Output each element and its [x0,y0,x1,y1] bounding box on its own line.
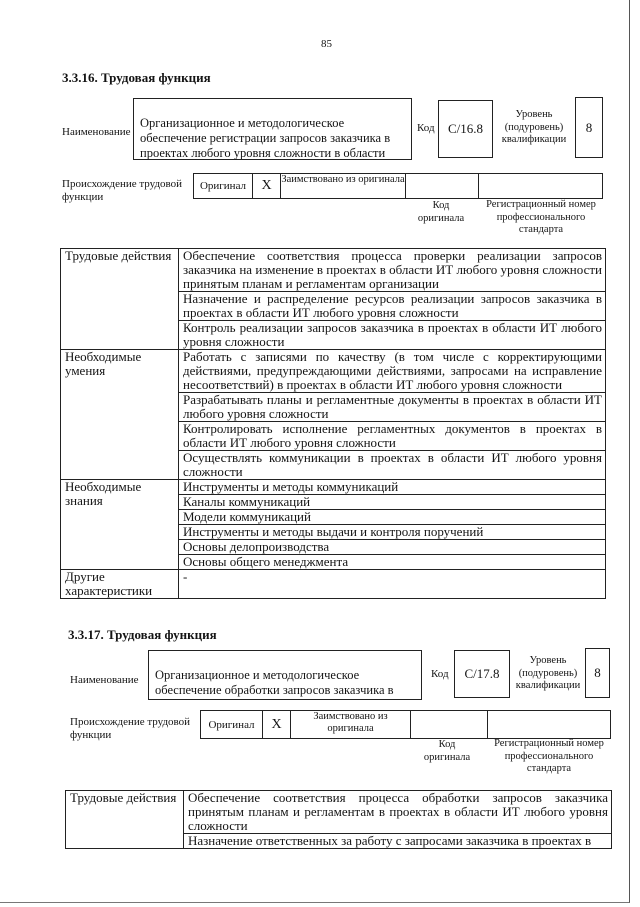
table-row [66,791,612,834]
table-row [61,249,606,292]
origin-label: Происхождение трудовой функции [62,178,183,203]
function-table [65,790,612,849]
section-heading: 3.3.17. Трудовая функция [68,627,217,642]
level-box [575,97,603,158]
origin-label: Происхождение трудовой функции [70,716,191,741]
reg-number-cell [479,174,603,199]
level-box [585,648,610,698]
original-cell: Оригинал [201,711,263,739]
table-cell: Назначение и распределение ресурсов реализации запросов заказчика в проектах в области ИТ любого уровня сложности [179,292,606,321]
level-value: 8 [594,665,601,680]
row-group-label: Другие характеристики [61,570,179,599]
origin-row [194,174,603,199]
origin-table [200,710,611,739]
original-code-caption: Код оригинала [423,739,471,763]
table-row [61,570,606,599]
function-name-box [148,650,422,700]
table-cell: Контроль реализации запросов заказчика в проектах в области ИТ любого уровня сложности [179,321,606,350]
table-cell: - [179,570,606,599]
function-name-text: Организационное и методологическое обеспечение обработки запросов заказчика в [155,668,394,697]
level-label: Уровень (подуровень) квалификации [515,655,581,691]
table-cell: Модели коммуникаций [179,510,606,525]
row-group-label: Необходимые умения [61,350,179,480]
row-group-label: Трудовые действия [66,791,184,849]
table-cell: Обеспечение соответствия процесса проверки реализации запросов заказчика на изменение в проектах в области ИТ любого уровня сложности принятым планам и регламентам организации [179,249,606,292]
table-cell: Основы общего менеджмента [179,555,606,570]
original-code-cell [406,174,479,199]
original-mark-cell: X [263,711,291,739]
table-cell: Назначение ответственных за работу с запросами заказчика в проектах в [184,834,612,849]
code-label: Код [431,668,449,680]
section-heading: 3.3.16. Трудовая функция [62,70,211,85]
table-cell: Основы делопроизводства [179,540,606,555]
row-group-label: Трудовые действия [61,249,179,350]
origin-table [193,173,603,199]
original-cell: Оригинал [194,174,253,199]
code-box [454,650,510,698]
function-table [60,248,606,599]
function-name-box [133,98,412,160]
code-value: C/16.8 [447,121,484,136]
table-cell: Обеспечение соответствия процесса обработки запросов заказчика принятым планам и регламентам в проектах в области ИТ любого уровня сложности [184,791,612,834]
table-cell: Разрабатывать планы и регламентные документы в проектах в области ИТ любого уровня сложности [179,393,606,422]
original-mark-cell: X [253,174,281,199]
table-cell: Контролировать исполнение регламентных документов в проектах в области ИТ любого уровня сложности [179,422,606,451]
name-label: Наименование [62,126,131,138]
table-row [61,350,606,393]
name-label: Наименование [70,674,139,686]
origin-row [201,711,611,739]
borrowed-cell: Заимствовано из оригинала [291,711,411,739]
code-value: C/17.8 [464,666,500,681]
reg-number-cell [488,711,611,739]
original-code-caption: Код оригинала [417,200,465,224]
level-value: 8 [585,119,593,135]
row-group-label: Необходимые знания [61,480,179,570]
reg-number-caption: Регистрационный номер профессионального стандарта [494,738,604,774]
level-label: Уровень (подуровень) квалификации [501,109,567,145]
original-code-cell [411,711,488,739]
table-row [61,480,606,495]
borrowed-cell: Заимствовано из оригинала [281,174,406,199]
table-cell: Инструменты и методы выдачи и контроля поручений [179,525,606,540]
table-cell: Инструменты и методы коммуникаций [179,480,606,495]
table-cell: Каналы коммуникаций [179,495,606,510]
reg-number-caption: Регистрационный номер профессионального стандарта [486,199,596,235]
page-number: 85 [321,38,332,50]
function-name-text: Организационное и методологическое обеспечение регистрации запросов заказчика в проектах любого уровня сложности в области [140,116,391,160]
code-label: Код [417,122,435,134]
table-cell: Работать с записями по качеству (в том числе с корректирующими действиями, предупреждающими действиями, запросами на исправление несоответствий) в проектах в области ИТ любого уровня сложности [179,350,606,393]
table-cell: Осуществлять коммуникации в проектах в области ИТ любого уровня сложности [179,451,606,480]
code-box [438,100,493,158]
